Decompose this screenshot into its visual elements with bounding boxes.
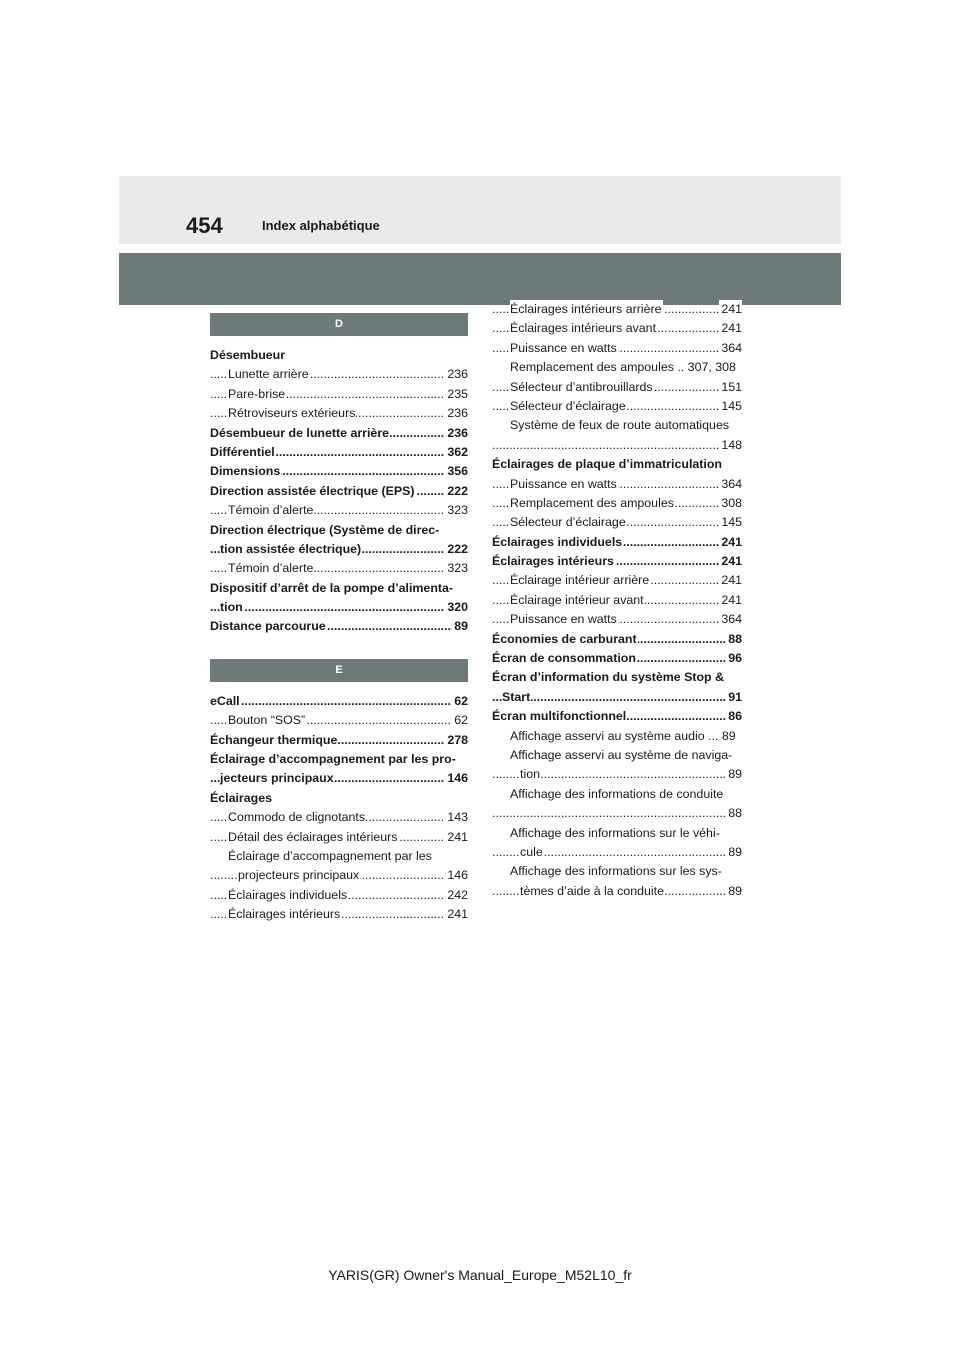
entry-page: 151 bbox=[719, 378, 742, 397]
index-entry bbox=[492, 436, 742, 455]
index-entry bbox=[492, 378, 742, 397]
entry-page: 241 bbox=[445, 905, 468, 924]
index-entry bbox=[492, 513, 742, 532]
index-entry bbox=[210, 750, 468, 769]
entry-text: projecteurs principaux bbox=[238, 866, 360, 885]
entry-text: Lunette arrière bbox=[228, 365, 310, 384]
index-entry bbox=[492, 475, 742, 494]
entry-text: Éclairages intérieurs bbox=[228, 905, 341, 924]
entry-text: Dimensions bbox=[210, 462, 281, 481]
entry-text: Éclairages individuels bbox=[492, 533, 623, 552]
entry-text: Dispositif d’arrêt de la pompe d’alimenta- bbox=[210, 580, 454, 595]
entry-text: Désembueur bbox=[210, 348, 286, 362]
entry-text: Système de feux de route automatiques bbox=[510, 418, 730, 433]
entry-page: 146 bbox=[445, 769, 468, 788]
index-entry bbox=[210, 482, 468, 501]
entry-page: 86 bbox=[726, 707, 742, 726]
entry-page: 96 bbox=[726, 649, 742, 668]
index-entry bbox=[210, 365, 468, 384]
index-entry bbox=[492, 707, 742, 726]
entry-text: Éclairages individuels bbox=[228, 886, 348, 905]
entry-page: 241 bbox=[719, 591, 742, 610]
entry-text: eCall bbox=[210, 692, 241, 711]
entry-page: 89 bbox=[726, 843, 742, 862]
index-entry bbox=[210, 731, 468, 750]
page-title: Index alphabétique bbox=[262, 218, 380, 233]
index-entry bbox=[210, 711, 468, 730]
header-top-band bbox=[119, 176, 841, 244]
entry-text: Éclairages intérieurs arrière bbox=[510, 300, 663, 319]
entry-page: 356 bbox=[445, 462, 468, 481]
index-entry bbox=[492, 843, 742, 862]
entry-text: tion assistée électrique) bbox=[220, 540, 362, 559]
entry-page: 236 bbox=[445, 404, 468, 423]
entry-text: Éclairages bbox=[210, 790, 272, 805]
index-entry bbox=[492, 862, 742, 881]
entry-page: 364 bbox=[719, 339, 742, 358]
index-entry bbox=[492, 571, 742, 590]
index-entry bbox=[492, 494, 742, 513]
index-entry bbox=[492, 416, 742, 435]
index-entry bbox=[210, 501, 468, 520]
entry-text: Écran de consommation bbox=[492, 649, 637, 668]
entry-page: 362 bbox=[445, 443, 468, 462]
index-entry bbox=[492, 397, 742, 416]
entry-page: 146 bbox=[445, 866, 468, 885]
index-entry bbox=[492, 649, 742, 668]
entry-page: 241 bbox=[719, 300, 742, 319]
entry-text: Éclairage d’accompagnement par les bbox=[228, 848, 432, 863]
index-entry bbox=[210, 769, 468, 788]
entry-text: Affichage asservi au système de naviga- bbox=[510, 747, 733, 762]
entry-text: Témoin d’alerte bbox=[228, 501, 314, 520]
index-entry bbox=[210, 521, 468, 540]
entry-text: Détail des éclairages intérieurs bbox=[228, 828, 398, 847]
entry-page: 364 bbox=[719, 610, 742, 629]
index-entry bbox=[492, 300, 742, 319]
index-entry bbox=[492, 358, 742, 377]
index-entry bbox=[210, 404, 468, 423]
index-entry bbox=[492, 746, 742, 765]
index-entry bbox=[492, 319, 742, 338]
entry-page: 242 bbox=[445, 886, 468, 905]
index-entry bbox=[210, 866, 468, 885]
index-entry bbox=[210, 462, 468, 481]
index-entry bbox=[492, 630, 742, 649]
index-entry bbox=[210, 808, 468, 827]
index-entry bbox=[210, 443, 468, 462]
section-gap bbox=[210, 637, 468, 659]
entry-text: Éclairage intérieur avant bbox=[510, 591, 645, 610]
index-column-right bbox=[492, 300, 742, 901]
entry-page: 236 bbox=[445, 365, 468, 384]
entry-text: Échangeur thermique bbox=[210, 731, 338, 750]
entry-text: Affichage asservi au système audio ... 89 bbox=[510, 728, 736, 743]
entry-page: 308 bbox=[719, 494, 742, 513]
entry-page: 88 bbox=[726, 804, 742, 823]
index-entry bbox=[492, 824, 742, 843]
index-column-left bbox=[210, 313, 468, 925]
entry-page: 235 bbox=[445, 385, 468, 404]
entry-text: jecteurs principaux bbox=[220, 769, 335, 788]
entries-right bbox=[492, 300, 742, 901]
entry-page: 323 bbox=[445, 559, 468, 578]
entry-text: Éclairage d’accompagnement par les pro- bbox=[210, 752, 456, 767]
entry-text: Écran multifonctionnel bbox=[492, 707, 627, 726]
entry-page: 91 bbox=[726, 688, 742, 707]
entry-text: Éclairages intérieurs avant bbox=[510, 319, 657, 338]
index-entry bbox=[492, 533, 742, 552]
index-entry bbox=[492, 765, 742, 784]
entry-text: Pare-brise bbox=[228, 385, 286, 404]
entry-page: 88 bbox=[726, 630, 742, 649]
index-entry bbox=[210, 540, 468, 559]
index-entry bbox=[492, 668, 742, 687]
entry-page: 320 bbox=[445, 598, 468, 617]
index-entry bbox=[210, 847, 468, 866]
index-entry bbox=[492, 688, 742, 707]
index-entry bbox=[210, 579, 468, 598]
entry-text: Distance parcourue bbox=[210, 617, 327, 636]
entry-page: 89 bbox=[452, 617, 468, 636]
entry-text: Sélecteur d’éclairage bbox=[510, 397, 627, 416]
entry-page: 323 bbox=[445, 501, 468, 520]
entry-page: 241 bbox=[719, 571, 742, 590]
entry-text: Désembueur de lunette arrière bbox=[210, 424, 390, 443]
entry-page: 89 bbox=[726, 765, 742, 784]
index-entry bbox=[210, 598, 468, 617]
entry-text: Direction assistée électrique (EPS) bbox=[210, 482, 416, 501]
index-entry bbox=[492, 785, 742, 804]
index-entry bbox=[210, 385, 468, 404]
index-entry bbox=[492, 339, 742, 358]
entry-text: Bouton “SOS” bbox=[228, 711, 306, 730]
entry-page: 145 bbox=[719, 397, 742, 416]
index-entry bbox=[492, 882, 742, 901]
entry-text: Commodo de clignotants bbox=[228, 808, 366, 827]
index-entry bbox=[210, 692, 468, 711]
entry-text: Direction électrique (Système de direc- bbox=[210, 522, 440, 537]
entry-page: 143 bbox=[445, 808, 468, 827]
entry-text: Affichage des informations sur les sys- bbox=[510, 864, 722, 879]
index-entry bbox=[492, 804, 742, 823]
entry-page: 148 bbox=[719, 436, 742, 455]
index-entry bbox=[492, 455, 742, 474]
index-entry bbox=[210, 424, 468, 443]
entry-text: Puissance en watts bbox=[510, 339, 618, 358]
entry-text: Éclairage intérieur arrière bbox=[510, 571, 650, 590]
entry-page: 236 bbox=[445, 424, 468, 443]
entry-text: Affichage des informations sur le véhi- bbox=[510, 825, 720, 840]
entry-text: Différentiel bbox=[210, 443, 276, 462]
entries-e bbox=[210, 692, 468, 925]
entry-text: Économies de carburant bbox=[492, 630, 638, 649]
footer-manual-id: YARIS(GR) Owner's Manual_Europe_M52L10_fr bbox=[328, 1267, 632, 1283]
entry-page: 62 bbox=[452, 711, 468, 730]
entry-text: cule bbox=[520, 843, 544, 862]
section-header-d: D bbox=[210, 313, 468, 336]
entry-text: Puissance en watts bbox=[510, 610, 618, 629]
entry-text: Écran d’information du système Stop & bbox=[492, 670, 725, 685]
entry-page: 278 bbox=[445, 731, 468, 750]
entry-page: 222 bbox=[445, 482, 468, 501]
entry-text: Rétroviseurs extérieurs bbox=[228, 404, 356, 423]
entries-d bbox=[210, 346, 468, 637]
entry-page: 145 bbox=[719, 513, 742, 532]
entry-page: 241 bbox=[445, 828, 468, 847]
entry-text: tion bbox=[220, 598, 244, 617]
section-header-e: E bbox=[210, 659, 468, 682]
entry-text: Remplacement des ampoules .. 307, 308 bbox=[510, 360, 736, 375]
entry-page: 241 bbox=[719, 552, 742, 571]
index-entry bbox=[492, 727, 742, 746]
entry-page: 241 bbox=[719, 533, 742, 552]
entry-page: 241 bbox=[719, 319, 742, 338]
entry-text: Start bbox=[502, 688, 531, 707]
index-entry bbox=[492, 591, 742, 610]
entry-text: Sélecteur d’antibrouillards bbox=[510, 378, 654, 397]
entry-text: tèmes d’aide à la conduite bbox=[520, 882, 665, 901]
index-entry bbox=[210, 346, 468, 365]
entry-text: tion bbox=[520, 765, 541, 784]
index-entry bbox=[210, 886, 468, 905]
entry-text: Remplacement des ampoules bbox=[510, 494, 675, 513]
entry-page: 62 bbox=[452, 692, 468, 711]
entry-text: Éclairages de plaque d’immatriculation bbox=[492, 457, 722, 472]
index-entry bbox=[210, 905, 468, 924]
index-entry bbox=[492, 552, 742, 571]
entry-text: Sélecteur d’éclairage bbox=[510, 513, 627, 532]
entry-page: 364 bbox=[719, 475, 742, 494]
header-band bbox=[119, 253, 841, 305]
entry-page: 89 bbox=[726, 882, 742, 901]
entry-text: Témoin d’alerte bbox=[228, 559, 314, 578]
index-entry bbox=[492, 610, 742, 629]
entry-page: 222 bbox=[445, 540, 468, 559]
index-entry bbox=[210, 559, 468, 578]
entry-text: Affichage des informations de conduite bbox=[510, 786, 724, 801]
entry-text: Puissance en watts bbox=[510, 475, 618, 494]
page-number: 454 bbox=[186, 213, 223, 238]
index-entry bbox=[210, 789, 468, 808]
index-entry bbox=[210, 828, 468, 847]
index-entry bbox=[210, 617, 468, 636]
entry-text: Éclairages intérieurs bbox=[492, 552, 615, 571]
